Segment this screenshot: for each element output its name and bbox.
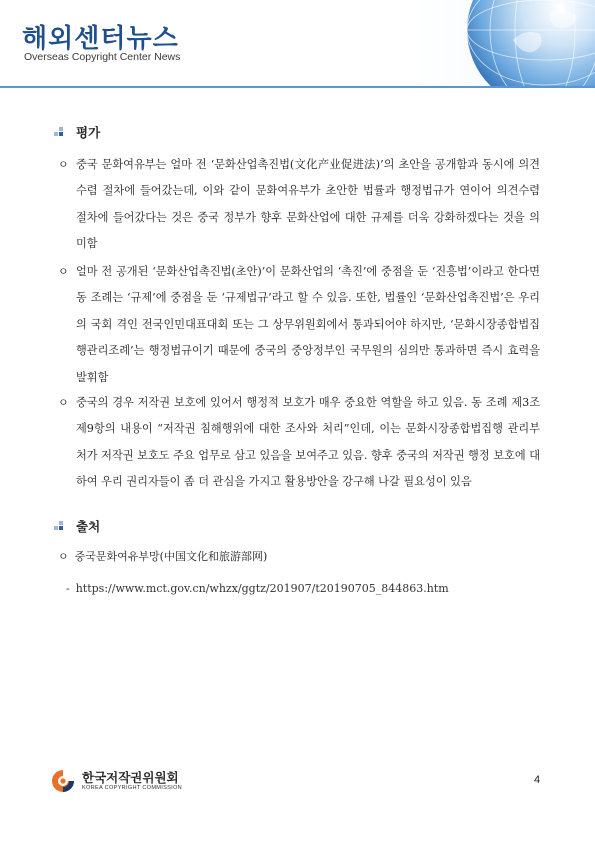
footer-logo [50, 768, 182, 794]
header-divider [0, 86, 595, 88]
header-subtitle: Overseas Copyright Center News [24, 51, 181, 63]
section-heading-evaluation [54, 123, 100, 141]
paragraph-text: 중국의 경우 저작권 보호에 있어서 행정적 보호가 매우 중요한 역할을 하고 있음. 동 조례 제3조 제9항의 내용이 “저작권 침해행위에 대한 조사와 처리”인데, 이는 문화시장종합법집행 관리부처가 저작권 보호도 주요 업무로 삼고 있음을 보여주고 있음. 향후 중국의 저작권 행정 보호에 대하여 우리 권리자들이 좀 더 관심을 가지고 활용방안을 강구해 나갈 필요성이 있음 [76, 396, 541, 489]
dash-marker: - [66, 582, 70, 595]
heading-bullet-icon [54, 521, 68, 531]
section-title: 출처 [76, 519, 101, 534]
section-heading-source [54, 517, 100, 535]
paragraph-item [58, 390, 540, 496]
source-item [58, 548, 267, 566]
commission-logo-icon [50, 768, 76, 794]
paragraph-text: 중국 문화여유부는 얼마 전 ‘문화산업촉진법(文化产业促进法)’의 초안을 공개함과 동시에 의견수렴 절차에 들어갔는데, 이와 같이 문화여유부가 초안한 법률과 행정법규가 연이어 의견수렴 절차에 들어갔다는 것은 중국 정부가 향후 문화산업에 대한 규제를 더욱 강화하겠다는 것을 의미함 [76, 158, 540, 251]
source-url-line [66, 582, 449, 595]
header-title: 해외센터뉴스 [22, 24, 179, 54]
globe-icon [395, 0, 595, 88]
section-title: 평가 [76, 125, 101, 140]
paragraph-text: 얼마 전 공개된 ‘문화산업촉진법(초안)’이 문화산업의 ‘촉진’에 중점을 둔 ‘진흥법’이라고 한다면 동 조례는 ‘규제’에 중점을 둔 ‘규제법규’라고 할 수 있음. 또한, 법률인 ‘문화산업촉진법’은 우리의 국회 격인 전국인민대표대회 또는 그 상무위원회에서 통과되어야 하지만, ‘문화시장종합법집행관리조례’는 행정법규이기 때문에 중국의 중앙정부인 국무원의 심의만 통과하면 즉시 효력을 발휘함 [76, 265, 540, 384]
circle-bullet-icon: ㅇ [58, 396, 69, 409]
org-name: 한국저작권위원회 [82, 770, 179, 785]
circle-bullet-icon: ㅇ [58, 158, 69, 171]
circle-bullet-icon: ㅇ [58, 550, 69, 563]
org-text-block [82, 771, 182, 791]
org-name-english: KOREA COPYRIGHT COMMISSION [82, 785, 183, 791]
paragraph-item [58, 259, 540, 391]
paragraph-item [58, 152, 540, 258]
heading-bullet-icon [54, 127, 68, 137]
source-name: 중국문화여유부망(中国文化和旅游部网) [74, 550, 268, 563]
source-url-link[interactable]: https://www.mct.gov.cn/whzx/ggtz/201907/t20190705_844863.htm [75, 582, 449, 595]
circle-bullet-icon: ㅇ [58, 265, 69, 278]
page-header [0, 0, 595, 88]
page-number: 4 [534, 774, 541, 786]
